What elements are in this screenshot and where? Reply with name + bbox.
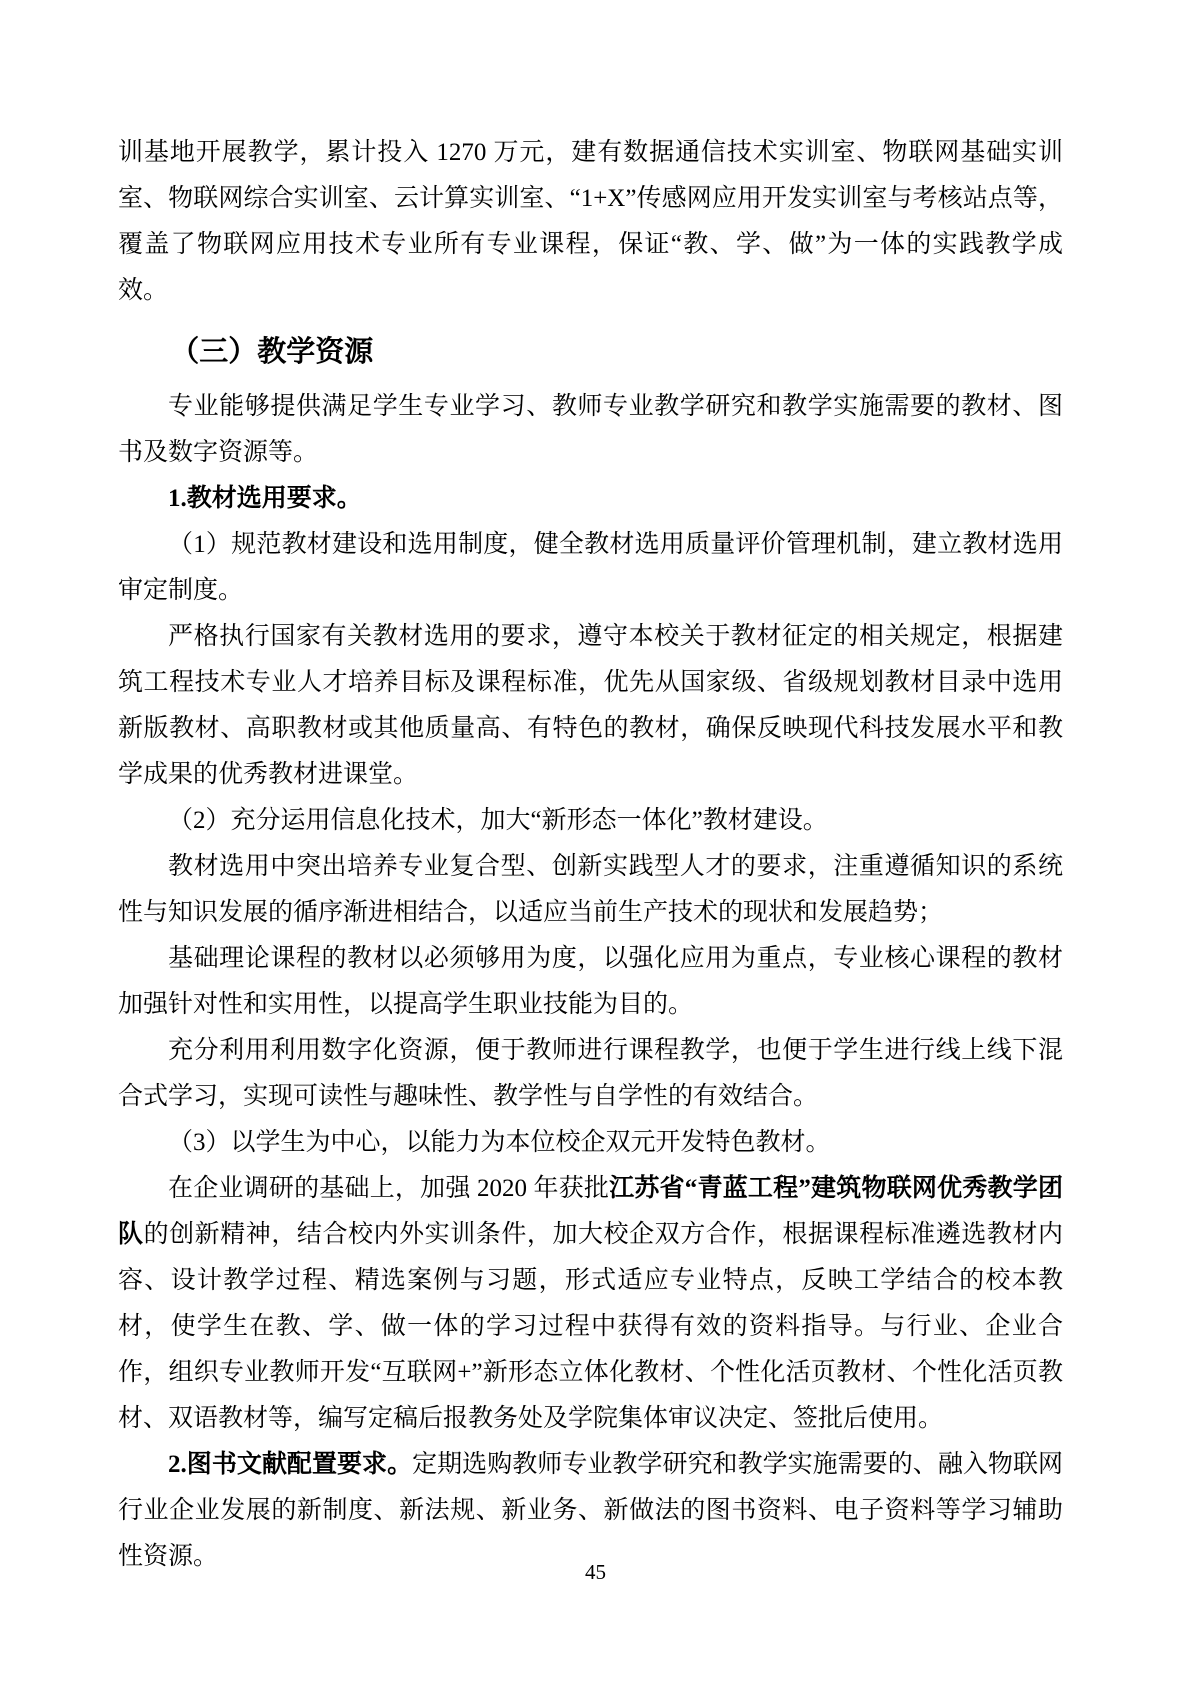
heading-library-config-bold-text: 2.图书文献配置要求。	[168, 1451, 413, 1478]
para-training-base: 训基地开展教学，累计投入 1270 万元，建有数据通信技术实训室、物联网基础实训室、物联网综合实训室、云计算实训室、“1+X”传感网应用开发实训室与考核站点等，覆盖了物联网应用技术专业所有专业课程，保证“教、学、做”为一体的实践教学成效。	[118, 139, 1063, 304]
para-resources-intro: 专业能够提供满足学生专业学习、教师专业教学研究和教学实施需要的教材、图书及数字资源等。	[118, 393, 1063, 466]
para-item1-selection-system: （1）规范教材建设和选用制度，健全教材选用质量评价管理机制，建立教材选用审定制度。	[118, 531, 1063, 604]
para-item2-informatization: （2）充分运用信息化技术，加大“新形态一体化”教材建设。	[168, 807, 828, 834]
library-config-text: 定期选购教师专业教学研究和教学实施需要的、融入物联网行业企业发展的新制度、新法规、新业务、新做法的图书资料、电子资料等学习辅助性资源。	[118, 1451, 1063, 1570]
para-item3-student-centered: （3）以学生为中心，以能力为本位校企双元开发特色教材。	[168, 1129, 831, 1156]
enterprise-research-text-post: 的创新精神，结合校内外实训条件，加大校企双方合作，根据课程标准遴选教材内容、设计教学过程、精选案例与习题，形式适应专业特点，反映工学结合的校本教材，使学生在教、学、做一体的学习过程中获得有效的资料指导。与行业、企业合作，组织专业教师开发“互联网+”新形态立体化教材、个性化活页教材、个性化活页教材、双语教材等，编写定稿后报教务处及学院集体审议决定、签批后使用。	[118, 1221, 1063, 1432]
qinglan-project-team-bold-text: 江苏省“青蓝工程”建筑物联网优秀教学团队	[118, 1175, 1063, 1248]
para-compound-talent: 教材选用中突出培养专业复合型、创新实践型人才的要求，注重遵循知识的系统性与知识发展的循序渐进相结合，以适应当前生产技术的现状和发展趋势；	[118, 853, 1063, 926]
para-enterprise-research	[118, 1166, 1063, 1442]
page-number: 45	[585, 1560, 606, 1584]
enterprise-research-text-pre: 在企业调研的基础上，加强 2020 年获批	[168, 1175, 610, 1202]
heading-textbook-selection: 1.教材选用要求。	[168, 485, 362, 512]
heading-teaching-resources: （三）教学资源	[170, 336, 374, 368]
para-national-requirements: 严格执行国家有关教材选用的要求，遵守本校关于教材征定的相关规定，根据建筑工程技术专业人才培养目标及课程标准，优先从国家级、省级规划教材目录中选用新版教材、高职教材或其他质量高、有特色的教材，确保反映现代科技发展水平和教学成果的优秀教材进课堂。	[118, 623, 1063, 788]
para-basic-theory: 基础理论课程的教材以必须够用为度，以强化应用为重点，专业核心课程的教材加强针对性和实用性，以提高学生职业技能为目的。	[118, 945, 1063, 1018]
para-digital-resources: 充分利用利用数字化资源，便于教师进行课程教学，也便于学生进行线上线下混合式学习，实现可读性与趣味性、教学性与自学性的有效结合。	[118, 1037, 1063, 1110]
